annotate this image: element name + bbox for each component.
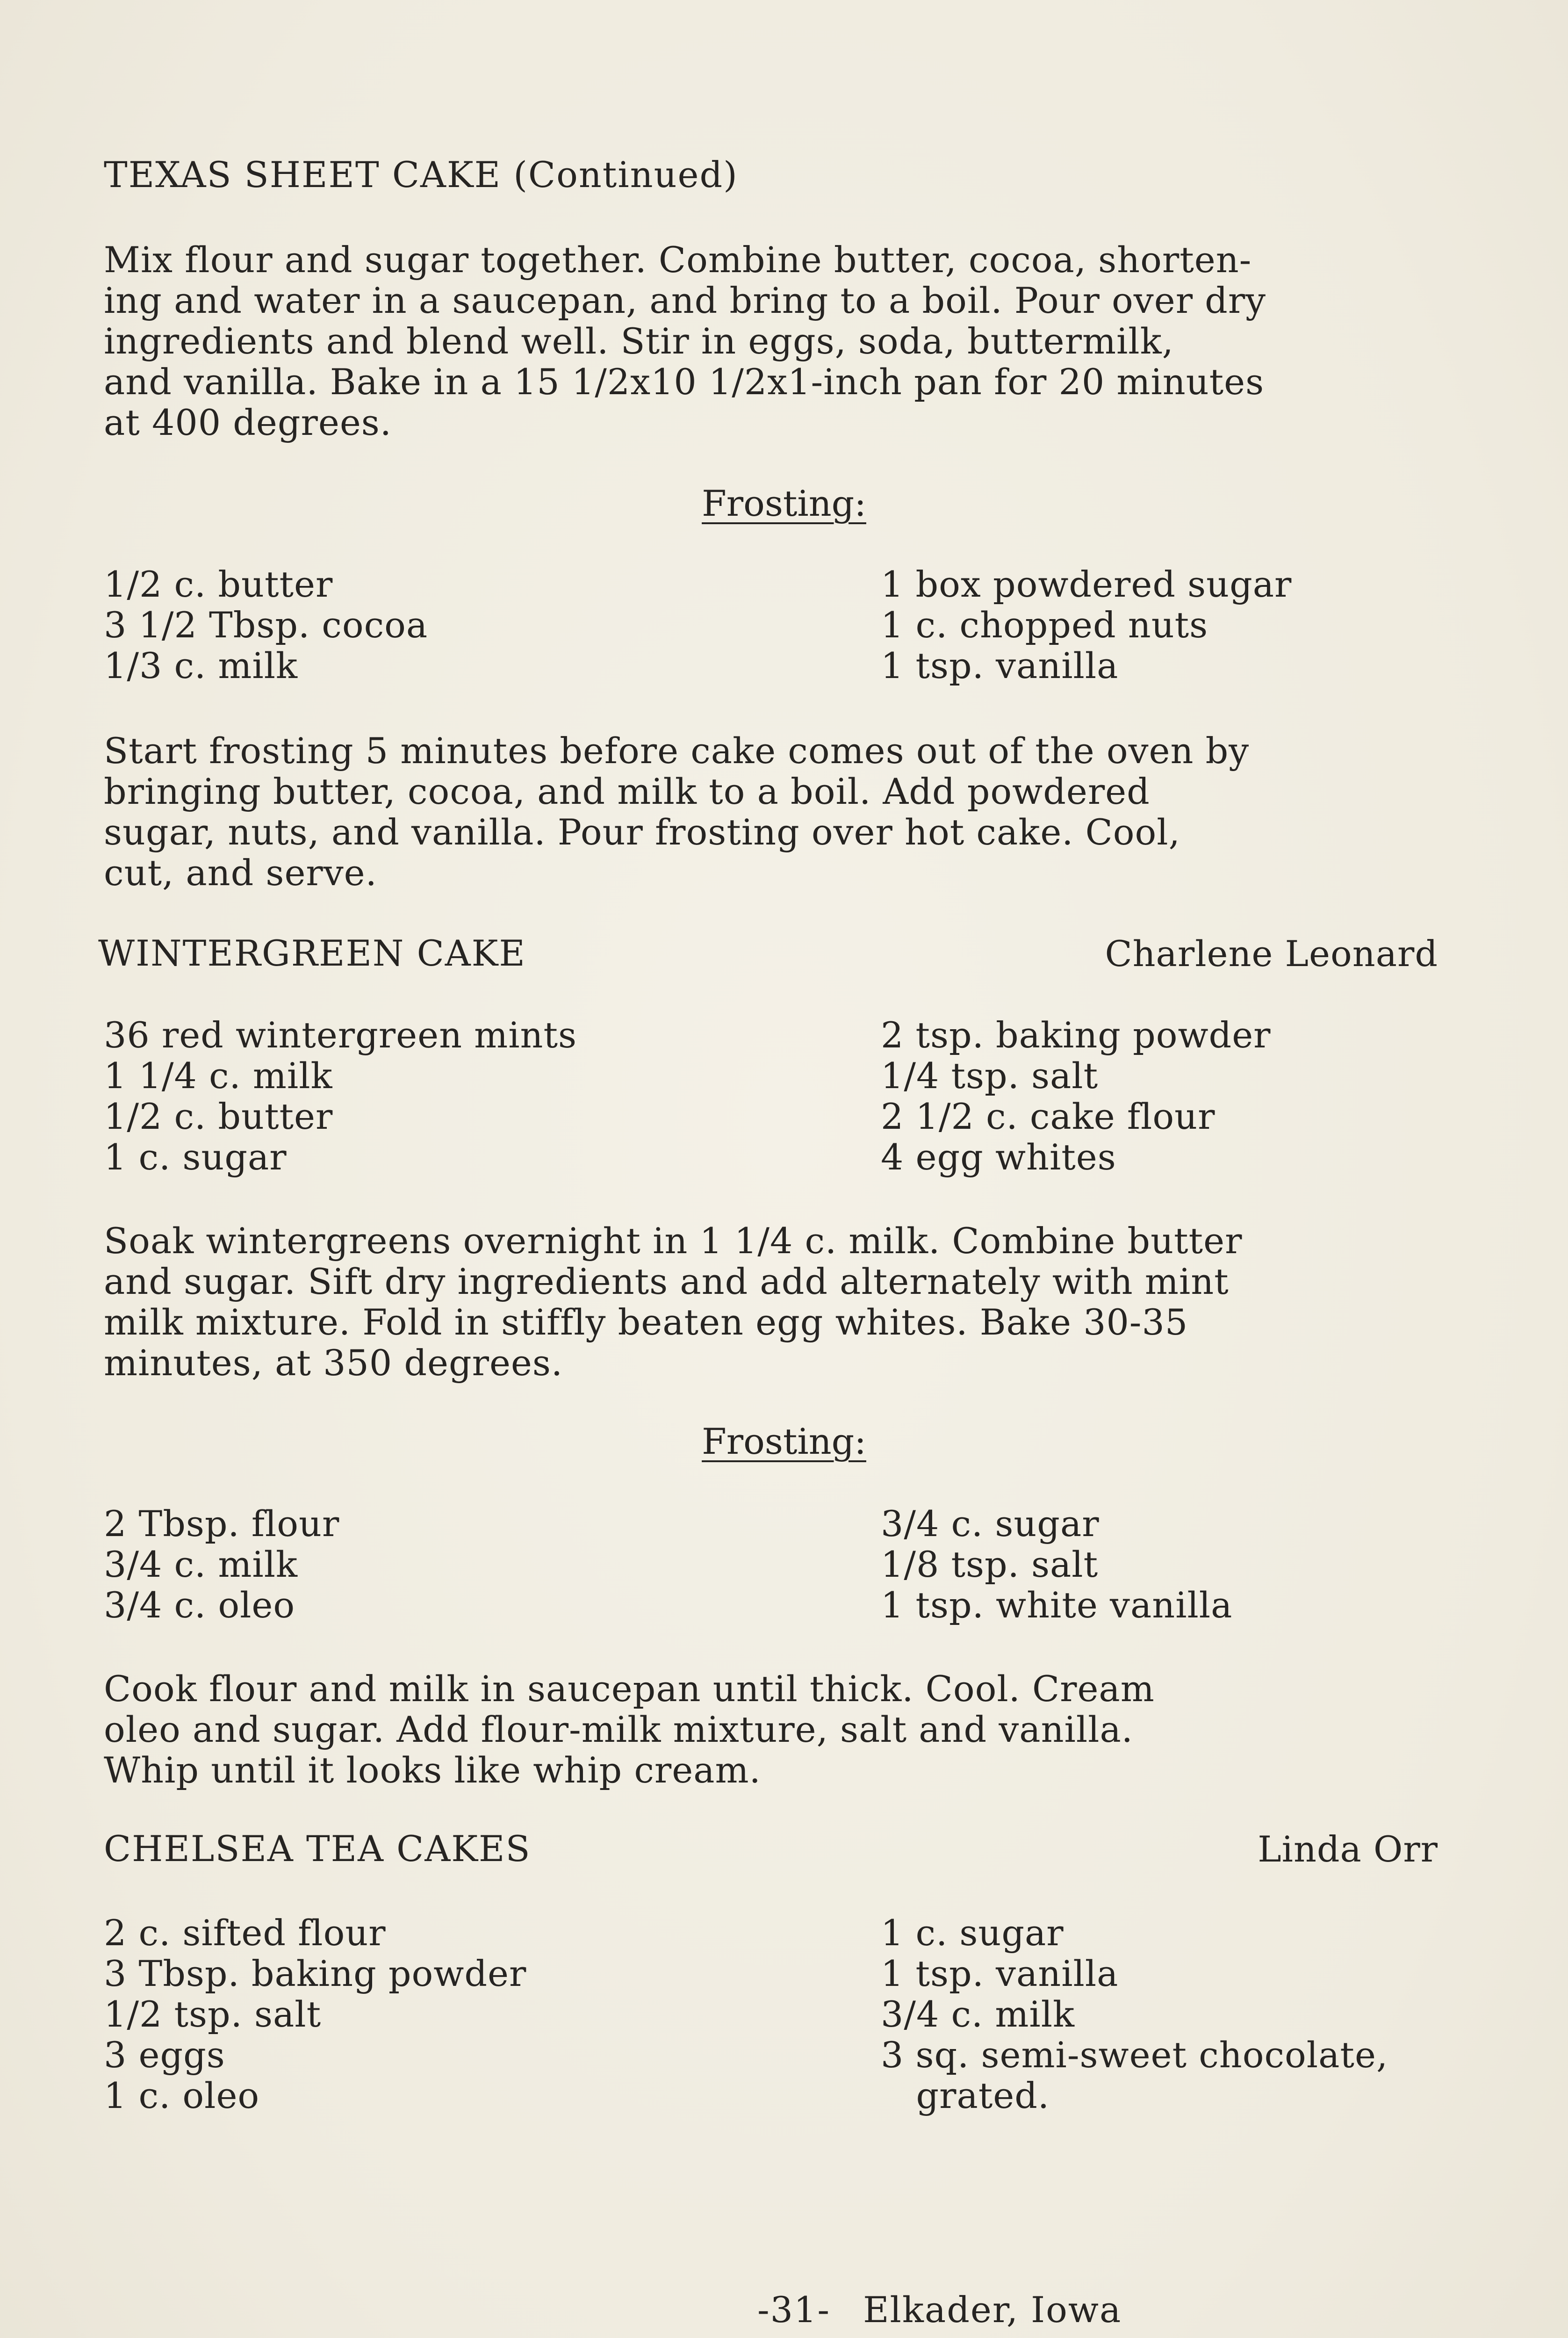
recipe-author: Charlene Leonard <box>1105 933 1438 974</box>
ingredient: 1/2 c. butter <box>104 563 333 605</box>
wintergreen-ingredients-left <box>104 1015 577 1177</box>
ingredient: 2 tsp. baking powder <box>881 1014 1271 1056</box>
wintergreen-instructions <box>104 1220 1469 1383</box>
texas-frosting-instructions <box>104 730 1469 893</box>
wintergreen-frosting-ingredients-right <box>881 1503 1232 1625</box>
ingredient: 36 red wintergreen mints <box>104 1014 577 1056</box>
page-footer <box>757 2289 1122 2331</box>
text-line: Cook flour and milk in saucepan until thick. Cool. Cream <box>104 1668 1155 1710</box>
ingredient: 1 tsp. white vanilla <box>881 1584 1233 1626</box>
text-line: at 400 degrees. <box>104 402 392 443</box>
texas-instructions <box>104 239 1469 443</box>
text-line: Start frosting 5 minutes before cake comes out of the oven by <box>104 730 1250 772</box>
text-line: bringing butter, cocoa, and milk to a boil. Add powdered <box>104 771 1150 812</box>
ingredient: 1/8 tsp. salt <box>881 1544 1099 1585</box>
ingredient: 1 c. sugar <box>881 1912 1064 1954</box>
text-line: and sugar. Sift dry ingredients and add alternately with mint <box>104 1261 1229 1302</box>
text-line: oleo and sugar. Add flour-milk mixture, salt and vanilla. <box>104 1709 1133 1750</box>
ingredient: 3 eggs <box>104 2034 225 2076</box>
text-line: Mix flour and sugar together. Combine butter, cocoa, shorten- <box>104 239 1252 281</box>
ingredient: 2 Tbsp. flour <box>104 1503 340 1544</box>
ingredient: 1/4 tsp. salt <box>881 1055 1099 1097</box>
text-line: ing and water in a saucepan, and bring to a boil. Pour over dry <box>104 280 1266 321</box>
ingredient: 2 c. sifted flour <box>104 1912 386 1954</box>
ingredient: 1 tsp. vanilla <box>881 645 1119 686</box>
ingredient: 3 sq. semi-sweet chocolate, <box>881 2034 1388 2076</box>
text-line: and vanilla. Bake in a 15 1/2x10 1/2x1-inch pan for 20 minutes <box>104 361 1265 403</box>
ingredient: 3 1/2 Tbsp. cocoa <box>104 604 428 646</box>
ingredient: 1 box powdered sugar <box>881 563 1292 605</box>
recipe-title-texas-sheet-cake: TEXAS SHEET CAKE (Continued) <box>104 154 738 195</box>
ingredient: 1/2 tsp. salt <box>104 1993 322 2035</box>
ingredient: 2 1/2 c. cake flour <box>881 1096 1216 1137</box>
ingredient: 3 Tbsp. baking powder <box>104 1953 527 1994</box>
texas-frosting-ingredients-right <box>881 564 1292 686</box>
wintergreen-ingredients-right <box>881 1015 1271 1177</box>
page-number: -31- <box>757 2289 831 2331</box>
text-line: milk mixture. Fold in stiffly beaten egg whites. Bake 30-35 <box>104 1301 1188 1343</box>
text-line: cut, and serve. <box>104 852 377 894</box>
recipe-title-wintergreen-cake: WINTERGREEN CAKE <box>98 932 526 974</box>
frosting-subheading <box>0 1421 1568 1462</box>
frosting-label: Frosting: <box>702 483 866 524</box>
ingredient: 1 tsp. vanilla <box>881 1953 1119 1994</box>
texas-frosting-ingredients-left <box>104 564 428 686</box>
ingredient: 1 c. sugar <box>104 1136 287 1178</box>
text-line: sugar, nuts, and vanilla. Pour frosting over hot cake. Cool, <box>104 811 1180 853</box>
text-line: Soak wintergreens overnight in 1 1/4 c. milk. Combine butter <box>104 1220 1243 1262</box>
ingredient: grated. <box>881 2075 1050 2116</box>
ingredient: 1 1/4 c. milk <box>104 1055 333 1097</box>
ingredient: 4 egg whites <box>881 1136 1116 1178</box>
ingredient: 3/4 c. oleo <box>104 1584 295 1626</box>
wintergreen-frosting-ingredients-left <box>104 1503 339 1625</box>
ingredient: 3/4 c. sugar <box>881 1503 1100 1544</box>
ingredient: 1/3 c. milk <box>104 645 298 686</box>
frosting-label: Frosting: <box>702 1421 866 1462</box>
text-line: Whip until it looks like whip cream. <box>104 1749 761 1791</box>
frosting-subheading <box>0 483 1568 524</box>
recipe-title-chelsea-tea-cakes: CHELSEA TEA CAKES <box>104 1828 531 1869</box>
ingredient: 1 c. oleo <box>104 2075 260 2116</box>
text-line: minutes, at 350 degrees. <box>104 1342 563 1384</box>
ingredient: 1/2 c. butter <box>104 1096 333 1137</box>
text-line: ingredients and blend well. Stir in eggs, soda, buttermilk, <box>104 320 1174 362</box>
chelsea-ingredients-right <box>881 1912 1388 2116</box>
ingredient: 1 c. chopped nuts <box>881 604 1208 646</box>
ingredient: 3/4 c. milk <box>104 1544 298 1585</box>
footer-location: Elkader, Iowa <box>863 2289 1122 2331</box>
ingredient: 3/4 c. milk <box>881 1993 1075 2035</box>
recipe-author: Linda Orr <box>1258 1828 1438 1870</box>
chelsea-ingredients-left <box>104 1912 526 2116</box>
wintergreen-frosting-instructions <box>104 1668 1469 1790</box>
